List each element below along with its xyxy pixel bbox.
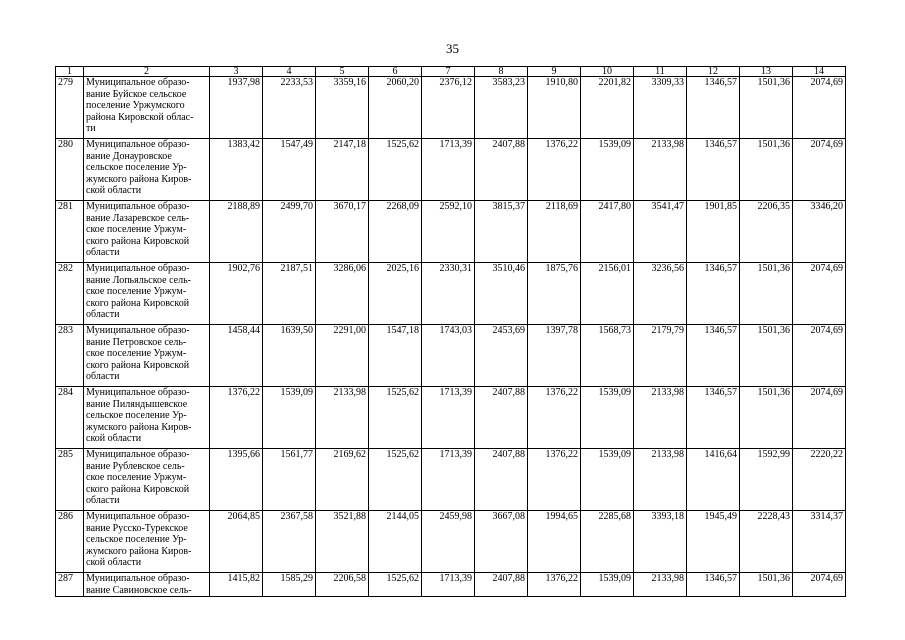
value-cell: 2147,18 [316, 139, 369, 201]
value-cell: 1994,65 [528, 511, 581, 573]
table-row [56, 201, 846, 263]
value-cell: 1397,78 [528, 325, 581, 387]
value-cell: 1501,36 [740, 263, 793, 325]
table-row [56, 511, 846, 573]
municipality-name: Муниципальное образо- вание Пиляндышевское сельское поселение Ур- жумского района Киров- ской области [84, 387, 210, 449]
municipality-name: Муниципальное образо- вание Лопьяльское сель- ское поселение Уржум- ского района Кировской области [84, 263, 210, 325]
value-cell: 2291,00 [316, 325, 369, 387]
column-header: 11 [634, 67, 687, 77]
value-cell: 2074,69 [793, 387, 846, 449]
value-cell: 2074,69 [793, 325, 846, 387]
value-cell: 2118,69 [528, 201, 581, 263]
value-cell: 2187,51 [263, 263, 316, 325]
value-cell: 1875,76 [528, 263, 581, 325]
value-cell: 1376,22 [210, 387, 263, 449]
table-row [56, 139, 846, 201]
value-cell: 3815,37 [475, 201, 528, 263]
value-cell: 1395,66 [210, 449, 263, 511]
value-cell: 1376,22 [528, 139, 581, 201]
value-cell: 2407,88 [475, 449, 528, 511]
municipality-name: Муниципальное образо- вание Буйское сельское поселение Уржумского района Кировской облас- ти [84, 77, 210, 139]
value-cell: 1539,09 [263, 387, 316, 449]
value-cell: 1561,77 [263, 449, 316, 511]
value-cell: 2133,98 [634, 387, 687, 449]
value-cell: 2285,68 [581, 511, 634, 573]
row-number: 284 [56, 387, 84, 449]
value-cell: 1501,36 [740, 573, 793, 597]
value-cell: 2074,69 [793, 77, 846, 139]
value-cell: 2133,98 [634, 449, 687, 511]
value-cell: 2074,69 [793, 139, 846, 201]
row-number: 286 [56, 511, 84, 573]
value-cell: 2206,35 [740, 201, 793, 263]
value-cell: 1547,18 [369, 325, 422, 387]
value-cell: 1346,57 [687, 263, 740, 325]
value-cell: 2133,98 [634, 573, 687, 597]
value-cell: 3393,18 [634, 511, 687, 573]
page-number: 35 [446, 41, 459, 56]
value-cell: 2268,09 [369, 201, 422, 263]
value-cell: 2025,16 [369, 263, 422, 325]
data-table [55, 66, 846, 597]
value-cell: 3314,37 [793, 511, 846, 573]
value-cell: 1525,62 [369, 573, 422, 597]
row-number: 279 [56, 77, 84, 139]
value-cell: 1458,44 [210, 325, 263, 387]
value-cell: 2407,88 [475, 387, 528, 449]
column-header: 4 [263, 67, 316, 77]
municipality-name: Муниципальное образо- вание Савиновское сель- [84, 573, 210, 597]
value-cell: 2064,85 [210, 511, 263, 573]
value-cell: 2417,80 [581, 201, 634, 263]
value-cell: 1501,36 [740, 77, 793, 139]
value-cell: 1713,39 [422, 387, 475, 449]
value-cell: 1416,64 [687, 449, 740, 511]
value-cell: 2156,01 [581, 263, 634, 325]
value-cell: 1501,36 [740, 387, 793, 449]
value-cell: 1585,29 [263, 573, 316, 597]
value-cell: 2407,88 [475, 139, 528, 201]
table-body [56, 67, 846, 597]
value-cell: 1346,57 [687, 139, 740, 201]
column-header: 10 [581, 67, 634, 77]
column-header: 2 [84, 67, 210, 77]
value-cell: 1525,62 [369, 139, 422, 201]
municipality-name: Муниципальное образо- вание Рублевское сель- ское поселение Уржум- ского района Кировской области [84, 449, 210, 511]
table-row [56, 573, 846, 597]
value-cell: 3510,46 [475, 263, 528, 325]
value-cell: 1901,85 [687, 201, 740, 263]
municipality-name: Муниципальное образо- вание Донауровское сельское поселение Ур- жумского района Киров- ской области [84, 139, 210, 201]
value-cell: 3309,33 [634, 77, 687, 139]
value-cell: 1525,62 [369, 387, 422, 449]
column-header: 9 [528, 67, 581, 77]
value-cell: 1376,22 [528, 387, 581, 449]
value-cell: 1547,49 [263, 139, 316, 201]
value-cell: 2133,98 [634, 139, 687, 201]
value-cell: 1346,57 [687, 387, 740, 449]
value-cell: 1539,09 [581, 387, 634, 449]
value-cell: 1525,62 [369, 449, 422, 511]
value-cell: 1539,09 [581, 139, 634, 201]
value-cell: 2188,89 [210, 201, 263, 263]
value-cell: 2206,58 [316, 573, 369, 597]
value-cell: 2407,88 [475, 573, 528, 597]
value-cell: 1945,49 [687, 511, 740, 573]
value-cell: 2179,79 [634, 325, 687, 387]
value-cell: 1713,39 [422, 573, 475, 597]
table-row [56, 77, 846, 139]
value-cell: 1639,50 [263, 325, 316, 387]
column-header: 12 [687, 67, 740, 77]
value-cell: 2133,98 [316, 387, 369, 449]
value-cell: 2060,20 [369, 77, 422, 139]
table-row [56, 263, 846, 325]
value-cell: 3359,16 [316, 77, 369, 139]
value-cell: 1910,80 [528, 77, 581, 139]
column-header: 7 [422, 67, 475, 77]
value-cell: 1346,57 [687, 573, 740, 597]
row-number: 285 [56, 449, 84, 511]
value-cell: 2201,82 [581, 77, 634, 139]
value-cell: 2074,69 [793, 263, 846, 325]
value-cell: 3346,20 [793, 201, 846, 263]
value-cell: 2330,31 [422, 263, 475, 325]
value-cell: 1376,22 [528, 573, 581, 597]
value-cell: 1415,82 [210, 573, 263, 597]
value-cell: 1501,36 [740, 325, 793, 387]
value-cell: 1539,09 [581, 573, 634, 597]
value-cell: 2228,43 [740, 511, 793, 573]
value-cell: 3670,17 [316, 201, 369, 263]
value-cell: 3521,88 [316, 511, 369, 573]
municipality-name: Муниципальное образо- вание Русско-Турекское сельское поселение Ур- жумского района Киров- ской области [84, 511, 210, 573]
value-cell: 1568,73 [581, 325, 634, 387]
value-cell: 1937,98 [210, 77, 263, 139]
row-number: 280 [56, 139, 84, 201]
row-number: 282 [56, 263, 84, 325]
municipality-name: Муниципальное образо- вание Петровское сель- ское поселение Уржум- ского района Кировской области [84, 325, 210, 387]
value-cell: 2074,69 [793, 573, 846, 597]
value-cell: 1713,39 [422, 449, 475, 511]
row-number: 283 [56, 325, 84, 387]
column-header: 6 [369, 67, 422, 77]
value-cell: 1383,42 [210, 139, 263, 201]
column-header: 13 [740, 67, 793, 77]
value-cell: 3583,23 [475, 77, 528, 139]
value-cell: 1346,57 [687, 325, 740, 387]
row-number: 287 [56, 573, 84, 597]
value-cell: 3236,56 [634, 263, 687, 325]
value-cell: 1592,99 [740, 449, 793, 511]
value-cell: 2144,05 [369, 511, 422, 573]
value-cell: 1346,57 [687, 77, 740, 139]
value-cell: 3667,08 [475, 511, 528, 573]
value-cell: 1713,39 [422, 139, 475, 201]
column-header: 3 [210, 67, 263, 77]
value-cell: 2367,58 [263, 511, 316, 573]
header-row [56, 67, 846, 77]
value-cell: 2453,69 [475, 325, 528, 387]
value-cell: 1376,22 [528, 449, 581, 511]
column-header: 1 [56, 67, 84, 77]
value-cell: 1539,09 [581, 449, 634, 511]
value-cell: 2233,53 [263, 77, 316, 139]
column-header: 14 [793, 67, 846, 77]
table-row [56, 449, 846, 511]
value-cell: 2220,22 [793, 449, 846, 511]
column-header: 5 [316, 67, 369, 77]
value-cell: 2169,62 [316, 449, 369, 511]
table-row [56, 387, 846, 449]
value-cell: 2592,10 [422, 201, 475, 263]
value-cell: 3286,06 [316, 263, 369, 325]
value-cell: 1902,76 [210, 263, 263, 325]
value-cell: 2499,70 [263, 201, 316, 263]
table-row [56, 325, 846, 387]
row-number: 281 [56, 201, 84, 263]
value-cell: 3541,47 [634, 201, 687, 263]
value-cell: 1501,36 [740, 139, 793, 201]
value-cell: 1743,03 [422, 325, 475, 387]
column-header: 8 [475, 67, 528, 77]
value-cell: 2376,12 [422, 77, 475, 139]
value-cell: 2459,98 [422, 511, 475, 573]
municipality-name: Муниципальное образо- вание Лазаревское сель- ское поселение Уржум- ского района Кировской области [84, 201, 210, 263]
